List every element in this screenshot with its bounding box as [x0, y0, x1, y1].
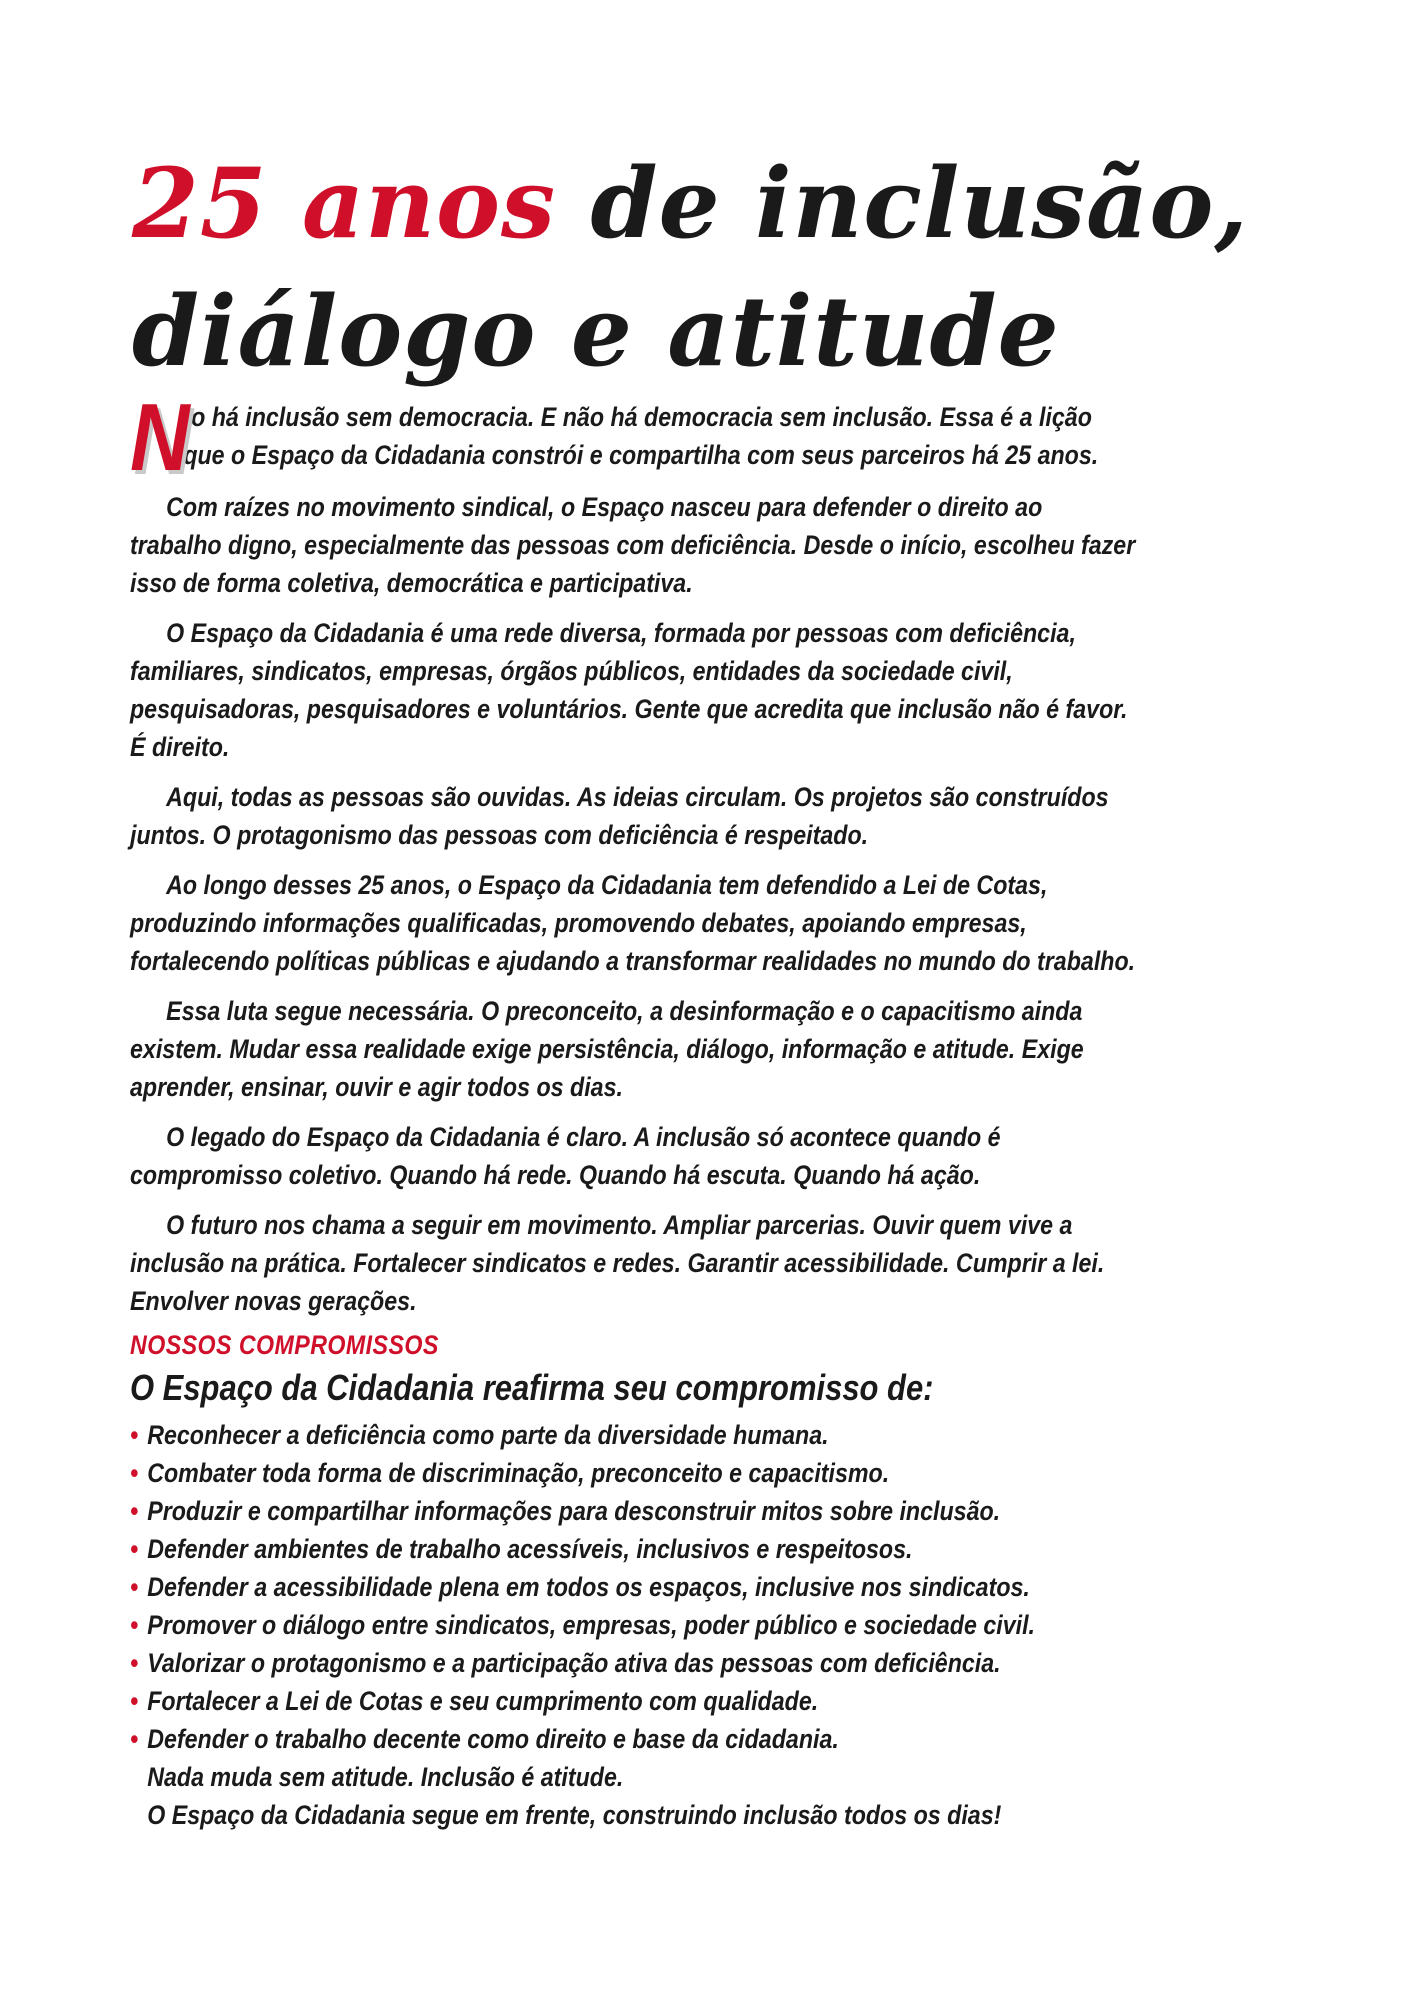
section-label: NOSSOS COMPROMISSOS	[130, 1330, 439, 1360]
list-item	[130, 1568, 1136, 1606]
list-item	[130, 1416, 1136, 1454]
list-item	[130, 1530, 1136, 1568]
list-item-text: Fortalecer a Lei de Cotas e seu cumprimento com qualidade.	[147, 1686, 819, 1716]
list-item-text: Promover o diálogo entre sindicatos, empresas, poder público e sociedade civil.	[147, 1610, 1035, 1640]
list-item-text: Reconhecer a deficiência como parte da diversidade humana.	[147, 1420, 829, 1450]
list-item	[130, 1682, 1136, 1720]
closing-line-1: Nada muda sem atitude. Inclusão é atitude.	[147, 1762, 624, 1792]
list-item	[130, 1492, 1136, 1530]
intro-line-1: ão há inclusão sem democracia. E não há democracia sem inclusão. Essa é a lição	[178, 402, 1092, 432]
intro-paragraph	[130, 384, 1136, 491]
section-heading	[130, 1366, 1136, 1410]
paragraph-future: O futuro nos chama a seguir em movimento. Ampliar parcerias. Ouvir quem vive a inclusão na prática. Fortalecer sindicatos e redes. Garantir acessibilidade. Cumprir a lei. Envolver novas gerações.	[130, 1210, 1105, 1316]
title-accent: 25 anos	[132, 147, 557, 260]
list-item-text: Valorizar o protagonismo e a participação ativa das pessoas com deficiência.	[147, 1648, 1001, 1678]
list-item-text: Defender o trabalho decente como direito e base da cidadania.	[147, 1724, 839, 1754]
list-item-text: Produzir e compartilhar informações para desconstruir mitos sobre inclusão.	[147, 1496, 1001, 1526]
bullet-icon: •	[130, 1648, 139, 1678]
bullet-icon: •	[130, 1534, 139, 1564]
bullet-icon: •	[130, 1610, 139, 1640]
bullet-icon: •	[130, 1724, 139, 1754]
list-item	[130, 1720, 1136, 1758]
section-heading-text: O Espaço da Cidadania reafirma seu compromisso de:	[130, 1367, 934, 1408]
bullet-icon: •	[130, 1458, 139, 1488]
drop-cap: N	[130, 384, 190, 491]
paragraph-history: Ao longo desses 25 anos, o Espaço da Cidadania tem defendido a Lei de Cotas, produzindo informações qualificadas, promovendo debates, apoiando empresas, fortalecendo políticas públicas e ajudando a transformar realidades no mundo do trabalho.	[130, 870, 1136, 976]
list-item	[130, 1606, 1136, 1644]
title-line-1	[132, 140, 1282, 268]
page-title	[132, 140, 1282, 396]
paragraph-participation: Aqui, todas as pessoas são ouvidas. As ideias circulam. Os projetos são construídos juntos. O protagonismo das pessoas com deficiência é respeitado.	[130, 782, 1109, 850]
list-item-text: Combater toda forma de discriminação, preconceito e capacitismo.	[147, 1458, 890, 1488]
list-item	[130, 1454, 1136, 1492]
commitments-list	[130, 1416, 1136, 1758]
list-item	[130, 1644, 1136, 1682]
bullet-icon: •	[130, 1686, 139, 1716]
intro-line-2: que o Espaço da Cidadania constrói e compartilha com seus parceiros há 25 anos.	[183, 440, 1099, 470]
bullet-icon: •	[130, 1496, 139, 1526]
bullet-icon: •	[130, 1572, 139, 1602]
title-line-2: diálogo e atitude	[132, 275, 1060, 388]
bullet-icon: •	[130, 1420, 139, 1450]
paragraph-network: O Espaço da Cidadania é uma rede diversa, formada por pessoas com deficiência, familiares, sindicatos, empresas, órgãos públicos, entidades da sociedade civil, pesquisadoras, pesquisadores e voluntários. Gente que acredita que inclusão não é favor. É direito.	[130, 618, 1128, 762]
list-item-text: Defender a acessibilidade plena em todos os espaços, inclusive nos sindicatos.	[147, 1572, 1030, 1602]
paragraph-roots: Com raízes no movimento sindical, o Espaço nasceu para defender o direito ao trabalho digno, especialmente das pessoas com deficiência. Desde o início, escolheu fazer isso de forma coletiva, democrática e participativa.	[130, 492, 1136, 598]
paragraph-legacy: O legado do Espaço da Cidadania é claro. A inclusão só acontece quando é compromisso coletivo. Quando há rede. Quando há escuta. Quando há ação.	[130, 1122, 1001, 1190]
paragraph-struggle: Essa luta segue necessária. O preconceito, a desinformação e o capacitismo ainda existem. Mudar essa realidade exige persistência, diálogo, informação e atitude. Exige aprender, ensinar, ouvir e agir todos os dias.	[130, 996, 1084, 1102]
list-item-text: Defender ambientes de trabalho acessíveis, inclusivos e respeitosos.	[147, 1534, 913, 1564]
article-body	[130, 384, 1136, 1834]
closing-line-2: O Espaço da Cidadania segue em frente, construindo inclusão todos os dias!	[147, 1800, 1002, 1830]
title-line-1-rest: de inclusão,	[556, 147, 1249, 260]
